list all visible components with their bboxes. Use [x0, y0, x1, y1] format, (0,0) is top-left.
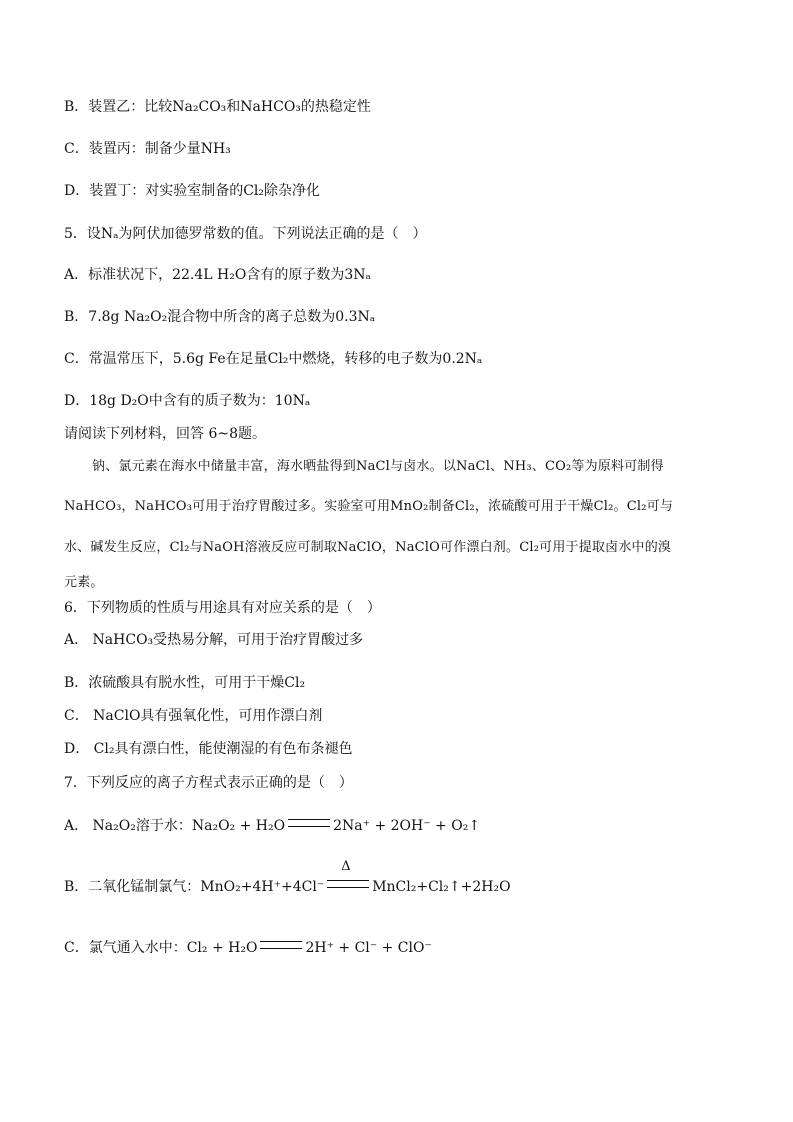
- question-5-option-d: D．18g D₂O中含有的质子数为：10Nₐ: [64, 393, 311, 409]
- question-6-option-d: D． Cl₂具有漂白性，能使潮湿的有色布条褪色: [64, 741, 353, 757]
- equals-sign: [260, 941, 302, 949]
- question-6-option-b: B．浓硫酸具有脱水性，可用于干燥Cl₂: [64, 675, 306, 691]
- question-7-option-b: [64, 859, 753, 897]
- heat-condition: Δ: [341, 859, 351, 874]
- option-d-device-ding: D．装置丁：对实验室制备的Cl₂除杂净化: [64, 183, 321, 199]
- equation-a-reactants: A． Na₂O₂溶于水：Na₂O₂ + H₂O: [64, 818, 286, 834]
- heat-equals-sign: [327, 859, 369, 888]
- question-5-option-a: A．标准状况下，22.4L H₂O含有的原子数为3Nₐ: [64, 267, 371, 283]
- equation-c-products: 2H⁺ + Cl⁻ + ClO⁻: [305, 940, 432, 956]
- equation-b-products: MnCl₂+Cl₂↑+2H₂O: [372, 879, 511, 895]
- question-7-option-c: [64, 938, 753, 958]
- material-paragraph-line-2: NaHCO₃，NaHCO₃可用于治疗胃酸过多。实验室可用MnO₂制备Cl₂，浓硫酸可用于干燥Cl₂。Cl₂可与: [64, 499, 674, 514]
- question-5-option-b: B．7.8g Na₂O₂混合物中所含的离子总数为0.3Nₐ: [64, 309, 376, 325]
- equals-sign: [288, 819, 330, 827]
- material-paragraph-line-4: 元素。: [64, 575, 104, 590]
- equation-b-reactants: B．二氧化锰制氯气：MnO₂+4H⁺+4Cl⁻: [64, 879, 325, 895]
- question-6-option-c: C． NaClO具有强氧化性，可用作漂白剂: [64, 708, 323, 724]
- question-5-stem: 5．设Nₐ为阿伏加德罗常数的值。下列说法正确的是（ ）: [64, 226, 427, 242]
- question-7-option-a: [64, 816, 753, 836]
- equation-a-products: 2Na⁺ + 2OH⁻ + O₂↑: [333, 818, 481, 834]
- question-7-stem: 7．下列反应的离子方程式表示正确的是（ ）: [64, 775, 353, 791]
- material-paragraph-line-1: 钠、氯元素在海水中储量丰富，海水晒盐得到NaCl与卤水。以NaCl、NH₃、CO₂等为原料可制得: [92, 459, 664, 474]
- question-5-option-c: C．常温常压下，5.6g Fe在足量Cl₂中燃烧，转移的电子数为0.2Nₐ: [64, 351, 483, 367]
- reading-intro: 请阅读下列材料，回答 6~8题。: [64, 426, 266, 442]
- equation-c-reactants: C．氯气通入水中：Cl₂ + H₂O: [64, 940, 258, 956]
- question-6-stem: 6．下列物质的性质与用途具有对应关系的是（ ）: [64, 600, 381, 616]
- question-6-option-a: A． NaHCO₃受热易分解，可用于治疗胃酸过多: [64, 632, 364, 648]
- option-c-device-bing: C．装置丙：制备少量NH₃: [64, 141, 231, 157]
- option-b-device-yi: B．装置乙：比较Na₂CO₃和NaHCO₃的热稳定性: [64, 99, 371, 115]
- material-paragraph-line-3: 水、碱发生反应，Cl₂与NaOH溶液反应可制取NaClO，NaClO可作漂白剂。Cl₂可用于提取卤水中的溴: [64, 540, 672, 555]
